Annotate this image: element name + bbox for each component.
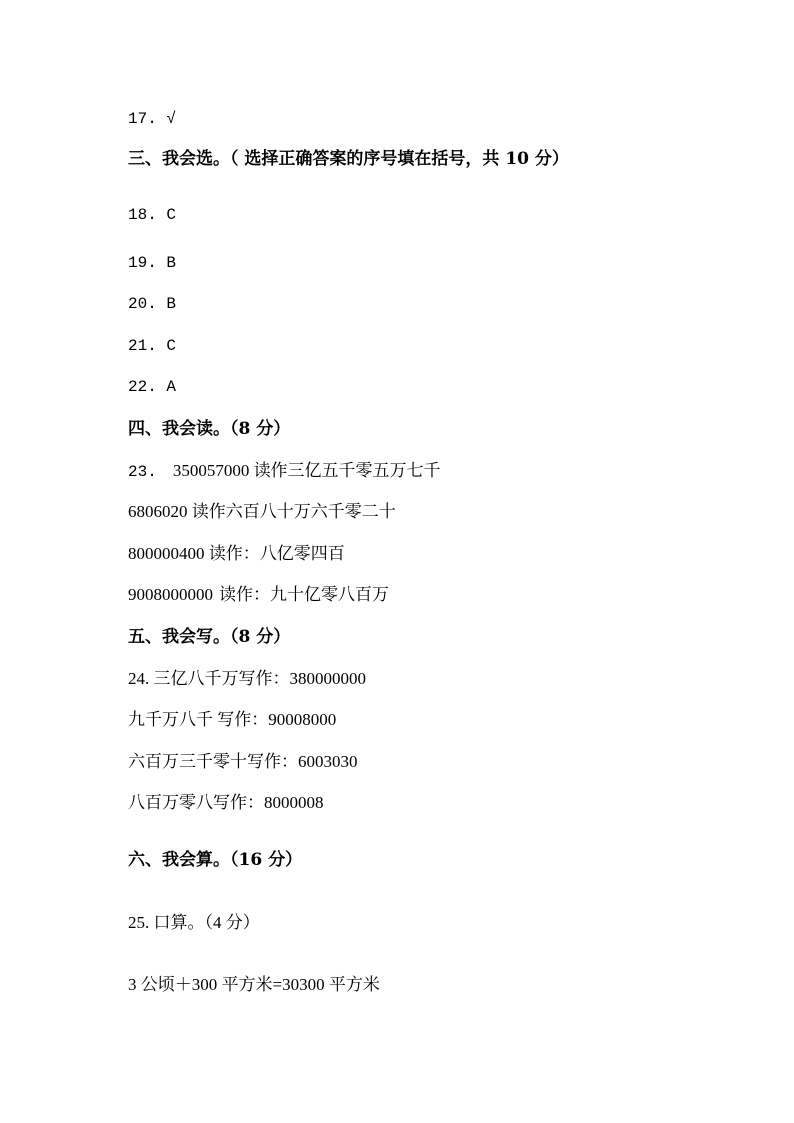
reading-line-3: 800000400 读作：八亿零四百 bbox=[128, 544, 345, 563]
answer-20: 20. B bbox=[128, 295, 177, 313]
question-25: 25. 口算。（4 分） bbox=[128, 913, 260, 932]
section-4-heading: 四、我会读。（8 分） bbox=[128, 419, 291, 439]
reading-answer-23 bbox=[128, 460, 441, 483]
writing-answer-24: 24. 三亿八千万写作：380000000 bbox=[128, 669, 366, 688]
answer-22: 22. A bbox=[128, 378, 177, 396]
mental-calc-1: 3 公顷＋300 平方米=30300 平方米 bbox=[128, 975, 380, 994]
section-5-heading: 五、我会写。（8 分） bbox=[128, 627, 291, 647]
answer-18: 18. C bbox=[128, 206, 177, 224]
answer-17: 17. √ bbox=[128, 110, 177, 128]
answer-21: 21. C bbox=[128, 337, 177, 355]
number-value: 9008000000 bbox=[128, 585, 213, 604]
question-number: 23. bbox=[128, 463, 157, 481]
writing-line-4: 八百万零八写作：8000008 bbox=[128, 793, 324, 812]
reading-line-2: 6806020 读作六百八十万六千零二十 bbox=[128, 502, 396, 521]
reading-text: 读作：九十亿零八百万 bbox=[219, 585, 389, 604]
writing-line-3: 六百万三千零十写作：6003030 bbox=[128, 752, 358, 771]
answer-19: 19. B bbox=[128, 254, 177, 272]
reading-line-4 bbox=[128, 584, 389, 606]
section-3-heading: 三、我会选。（ 选择正确答案的序号填在括号，共 10 分） bbox=[128, 149, 569, 169]
writing-line-2: 九千万八千 写作：90008000 bbox=[128, 710, 337, 729]
section-6-heading: 六、我会算。（16 分） bbox=[128, 850, 303, 870]
reading-text: 350057000 读作三亿五千零五万七千 bbox=[172, 461, 441, 480]
